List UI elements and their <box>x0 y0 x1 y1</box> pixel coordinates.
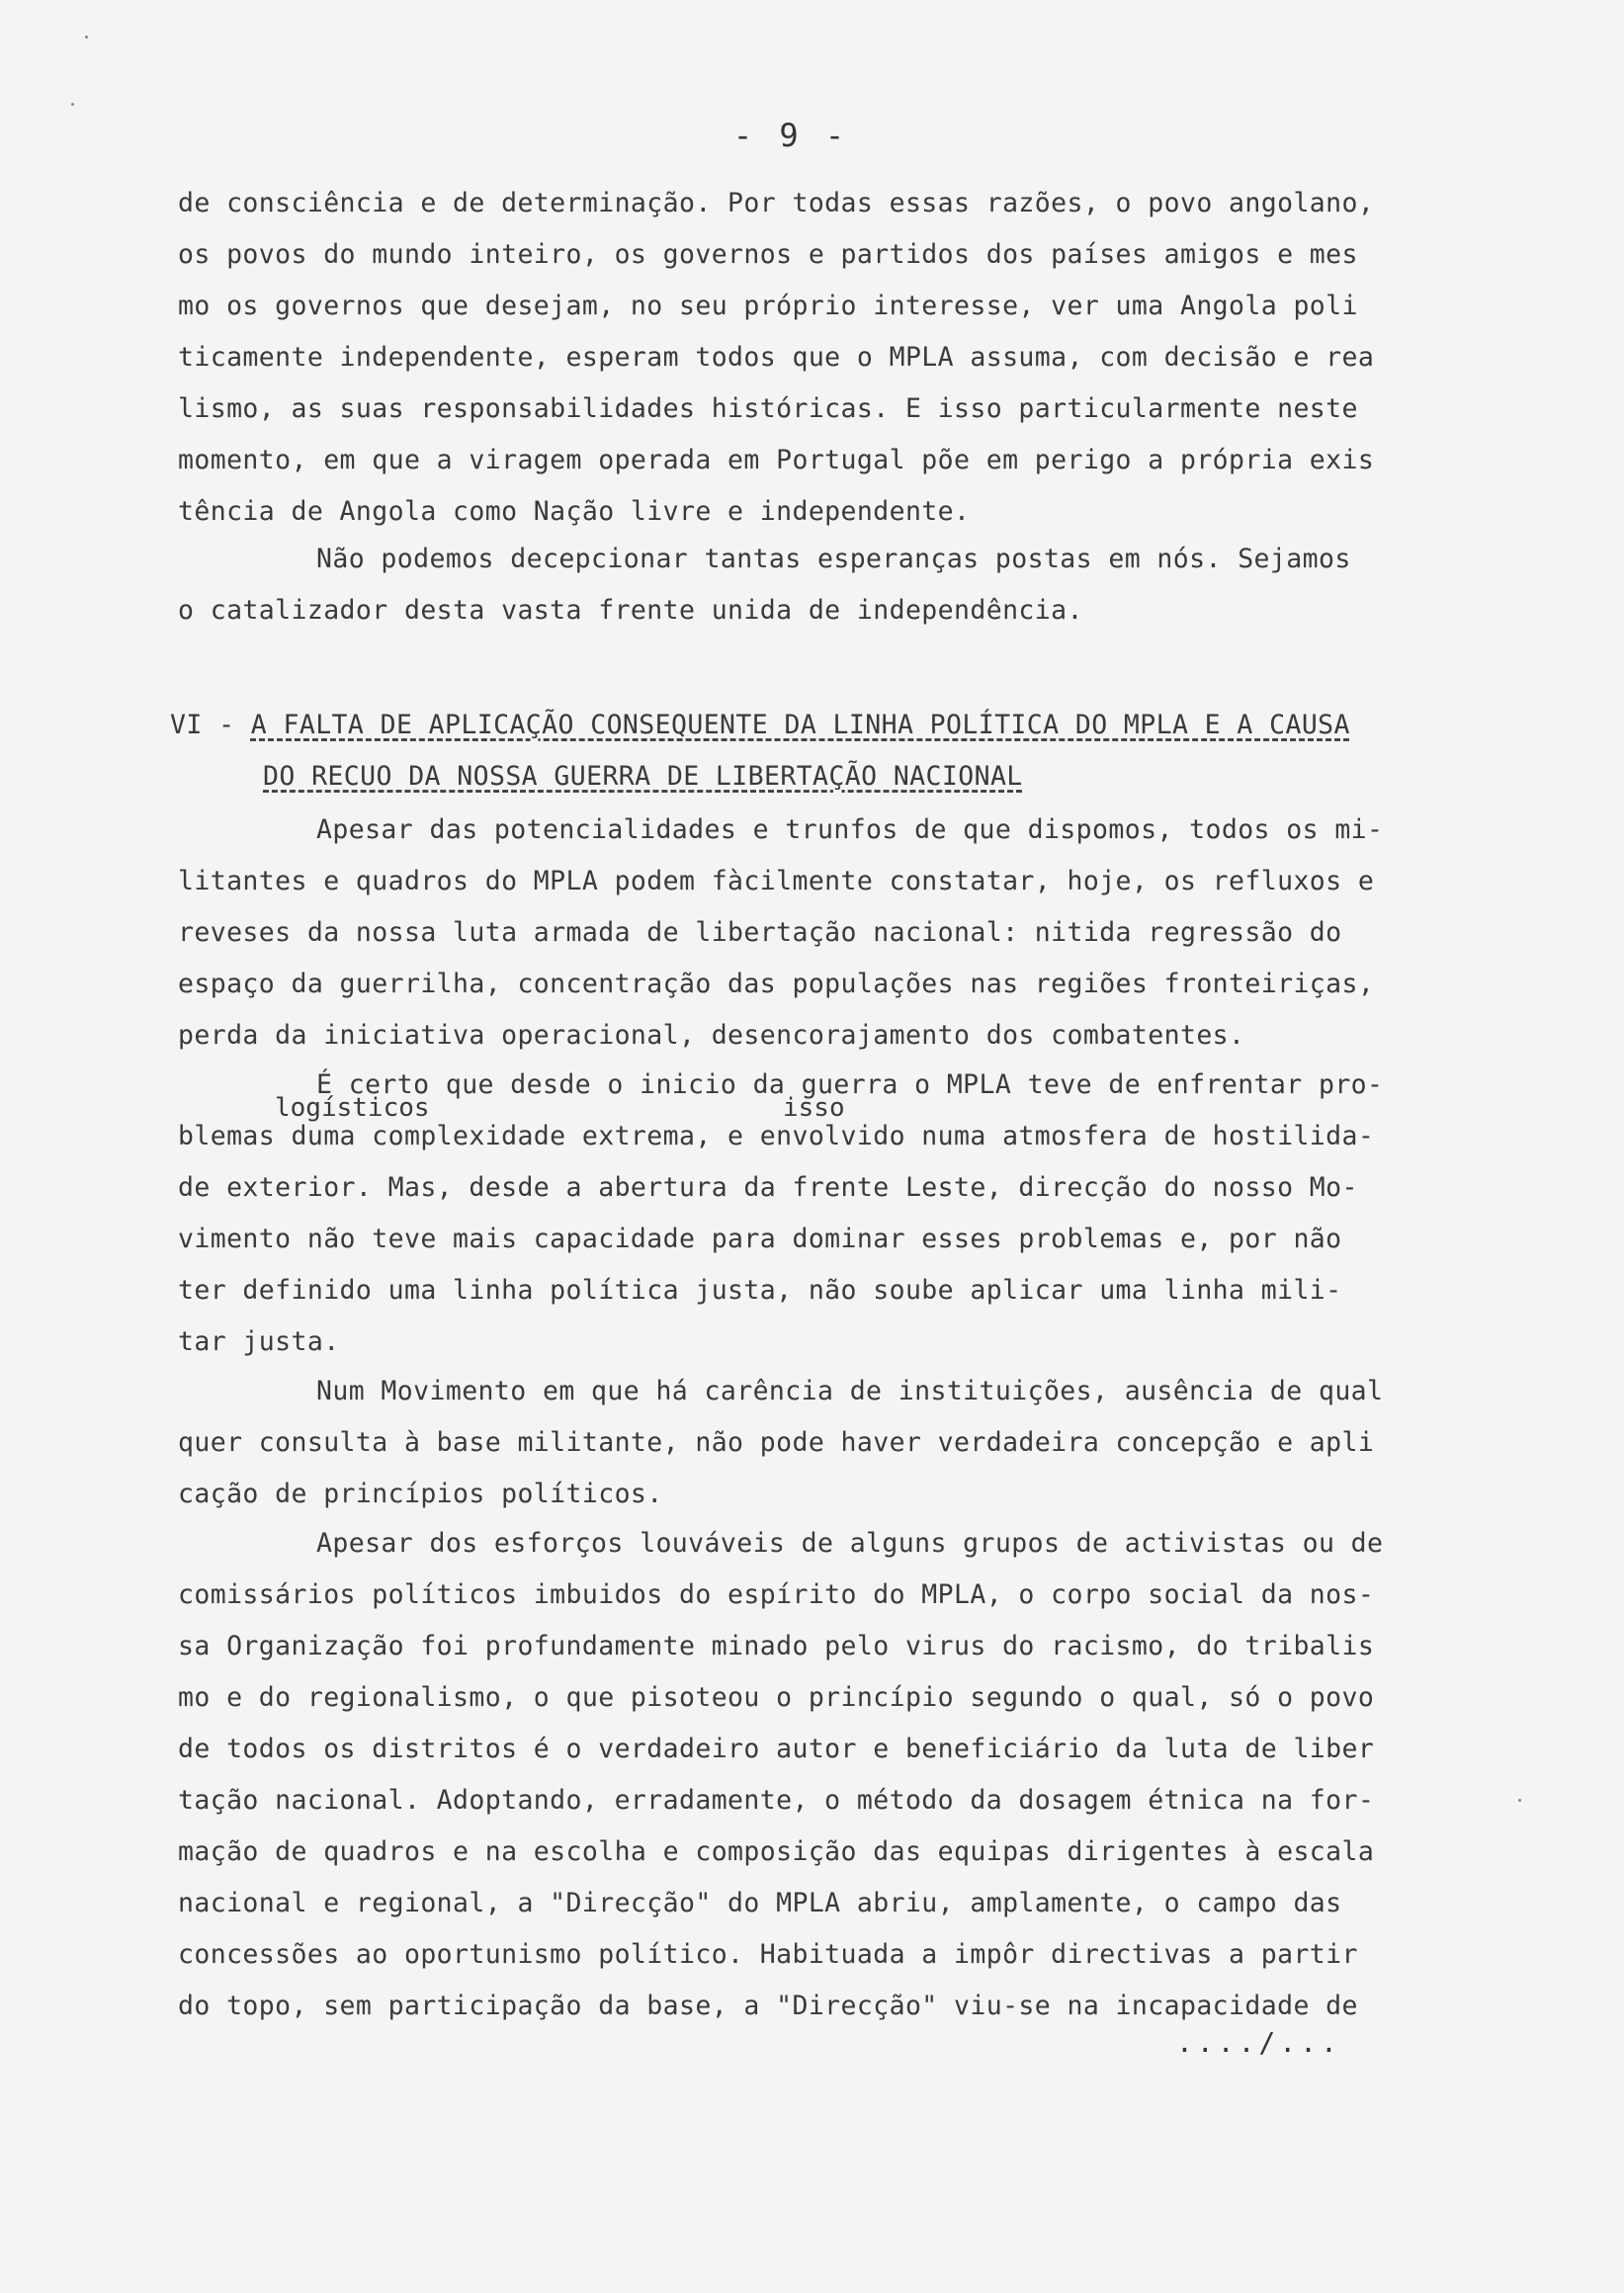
heading-line-1 <box>170 700 1475 751</box>
paragraph <box>178 1518 1463 2032</box>
text-line: vimento não teve mais capacidade para dominar esses problemas e, por não <box>178 1224 1342 1254</box>
text-line: cação de princípios políticos. <box>178 1479 663 1509</box>
text-line: litantes e quadros do MPLA podem fàcilmente constatar, hoje, os refluxos e <box>178 866 1375 896</box>
text-line: sa Organização foi profundamente minado pelo virus do racismo, do tribalis <box>178 1631 1375 1661</box>
heading-line-2 <box>170 751 1475 803</box>
text-line: É certo que desde o inicio da guerra o MPLA teve de enfrentar pro- <box>316 1069 1384 1100</box>
paragraph-continuation <box>178 178 1463 538</box>
paper-speck <box>71 103 74 106</box>
page-number: - 9 - <box>732 117 849 154</box>
text-line: ticamente independente, esperam todos que o MPLA assuma, com decisão e rea <box>178 342 1375 373</box>
text-line: tar justa. <box>178 1326 340 1357</box>
text-line: tação nacional. Adoptando, erradamente, o método da dosagem étnica na for- <box>178 1785 1375 1816</box>
text-line: Apesar das potencialidades e trunfos de que dispomos, todos os mi- <box>316 814 1384 845</box>
text-line: comissários políticos imbuidos do espírito do MPLA, o corpo social da nos- <box>178 1579 1375 1610</box>
heading-text: DO RECUO DA NOSSA GUERRA DE LIBERTAÇÃO NACIONAL <box>263 761 1023 792</box>
paragraph <box>178 534 1463 637</box>
text-line: reveses da nossa luta armada de libertação nacional: nitida regressão do <box>178 917 1342 948</box>
text-line: os povos do mundo inteiro, os governos e partidos dos países amigos e mes <box>178 239 1358 270</box>
text-line: mo os governos que desejam, no seu próprio interesse, ver uma Angola poli <box>178 291 1358 321</box>
text-line: momento, em que a viragem operada em Portugal põe em perigo a própria exis <box>178 445 1375 475</box>
text-line: Não podemos decepcionar tantas esperanças postas em nós. Sejamos <box>316 544 1351 574</box>
paper-speck <box>1518 1799 1521 1802</box>
text-line: concessões ao oportunismo político. Habituada a impôr directivas a partir <box>178 1939 1358 1970</box>
continuation-mark: ..../... <box>1176 2026 1341 2059</box>
text-line: Apesar dos esforços louváveis de alguns grupos de activistas ou de <box>316 1528 1384 1559</box>
paragraph <box>178 1366 1463 1520</box>
inserted-word: logísticos <box>275 1093 430 1123</box>
text-line: blemas duma complexidade extrema, e envolvido numa atmosfera de hostilida- <box>178 1121 1375 1151</box>
heading-number: VI - <box>170 710 251 740</box>
text-line: mação de quadros e na escolha e composição das equipas dirigentes à escala <box>178 1836 1375 1867</box>
inserted-word: isso <box>783 1093 845 1123</box>
text-line: lismo, as suas responsabilidades históricas. E isso particularmente neste <box>178 393 1358 424</box>
text-line: mo e do regionalismo, o que pisoteou o princípio segundo o qual, só o povo <box>178 1682 1375 1713</box>
text-line: ter definido uma linha política justa, não soube aplicar uma linha mili- <box>178 1275 1342 1306</box>
text-line: de consciência e de determinação. Por todas essas razões, o povo angolano, <box>178 188 1375 218</box>
paragraph <box>178 805 1463 1062</box>
text-line: nacional e regional, a "Direcção" do MPLA abriu, amplamente, o campo das <box>178 1888 1342 1918</box>
heading-text: A FALTA DE APLICAÇÃO CONSEQUENTE DA LINHA POLÍTICA DO MPLA E A CAUSA <box>250 710 1350 740</box>
text-line: de exterior. Mas, desde a abertura da frente Leste, direcção do nosso Mo- <box>178 1172 1358 1203</box>
text-line: Num Movimento em que há carência de instituições, ausência de qual <box>316 1376 1384 1406</box>
section-heading <box>170 700 1475 803</box>
paper-speck <box>85 36 88 39</box>
text-line: do topo, sem participação da base, a "Direcção" viu-se na incapacidade de <box>178 1991 1358 2021</box>
text-line: quer consulta à base militante, não pode haver verdadeira concepção e apli <box>178 1427 1375 1458</box>
text-line: o catalizador desta vasta frente unida de independência. <box>178 595 1083 626</box>
text-line: espaço da guerrilha, concentração das populações nas regiões fronteiriças, <box>178 969 1375 999</box>
text-line: tência de Angola como Nação livre e independente. <box>178 496 971 527</box>
text-line: de todos os distritos é o verdadeiro autor e beneficiário da luta de liber <box>178 1734 1375 1764</box>
text-line: perda da iniciativa operacional, desencorajamento dos combatentes. <box>178 1020 1245 1051</box>
